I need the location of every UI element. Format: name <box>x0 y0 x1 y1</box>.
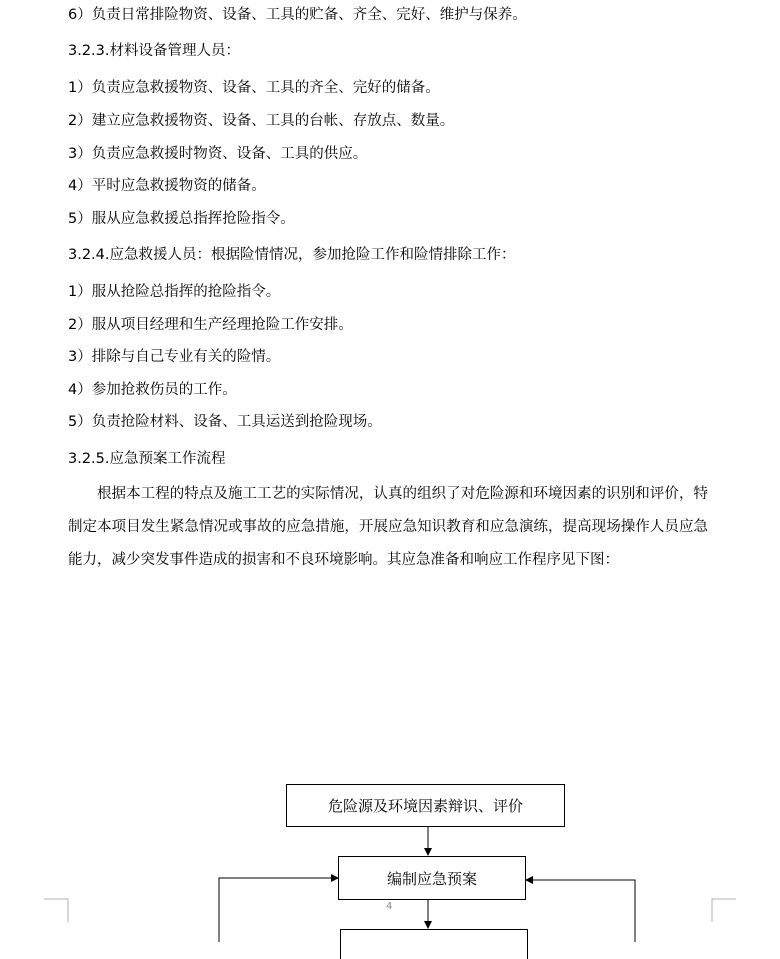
corner-mark-left <box>44 899 68 922</box>
page-number: 4 <box>386 901 393 912</box>
flow-box-emergency-plan <box>338 856 526 900</box>
list-item: 1）服从抢险总指挥的抢险指令。 <box>68 284 281 300</box>
list-item: 2）建立应急救援物资、设备、工具的台帐、存放点、数量。 <box>68 113 455 129</box>
section-heading: 3.2.4.应急救援人员：根据险情情况，参加抢险工作和险情排除工作： <box>68 247 516 263</box>
list-item: 3）负责应急救援时物资、设备、工具的供应。 <box>68 146 368 162</box>
feedback-arrow-left <box>219 878 338 942</box>
section-heading: 3.2.5.应急预案工作流程 <box>68 451 226 467</box>
flow-box-label: 编制应急预案 <box>386 869 477 888</box>
list-item: 2）服从项目经理和生产经理抢险工作安排。 <box>68 317 353 333</box>
feedback-arrow-right <box>526 880 635 942</box>
corner-mark-right <box>712 899 736 922</box>
list-item: 1）负责应急救援物资、设备、工具的齐全、完好的储备。 <box>68 80 440 96</box>
section-heading: 3.2.3.材料设备管理人员： <box>68 43 241 59</box>
flow-box-next <box>340 929 528 959</box>
flow-box-label: 危险源及环境因素辩识、评价 <box>327 797 523 815</box>
list-item: 4）参加抢救伤员的工作。 <box>68 382 237 398</box>
list-item: 4）平时应急救援物资的储备。 <box>68 178 266 194</box>
body-paragraph: 根据本工程的特点及施工工艺的实际情况，认真的组织了对危险源和环境因素的识别和评价，特制定本项目发生紧急情况或事故的应急措施，开展应急知识教育和应急演练，提高现场操作人员应急能力，减少突发事件造成的损害和不良环境影响。其应急准备和响应工作程序见下图： <box>68 486 708 568</box>
list-item: 5）服从应急救援总指挥抢险指令。 <box>68 211 295 227</box>
list-item: 3）排除与自己专业有关的险情。 <box>68 349 281 365</box>
flow-box-hazard-identification <box>286 784 565 827</box>
list-item: 6）负责日常排险物资、设备、工具的贮备、齐全、完好、维护与保养。 <box>68 7 527 23</box>
list-item: 5）负责抢险材料、设备、工具运送到抢险现场。 <box>68 414 382 430</box>
